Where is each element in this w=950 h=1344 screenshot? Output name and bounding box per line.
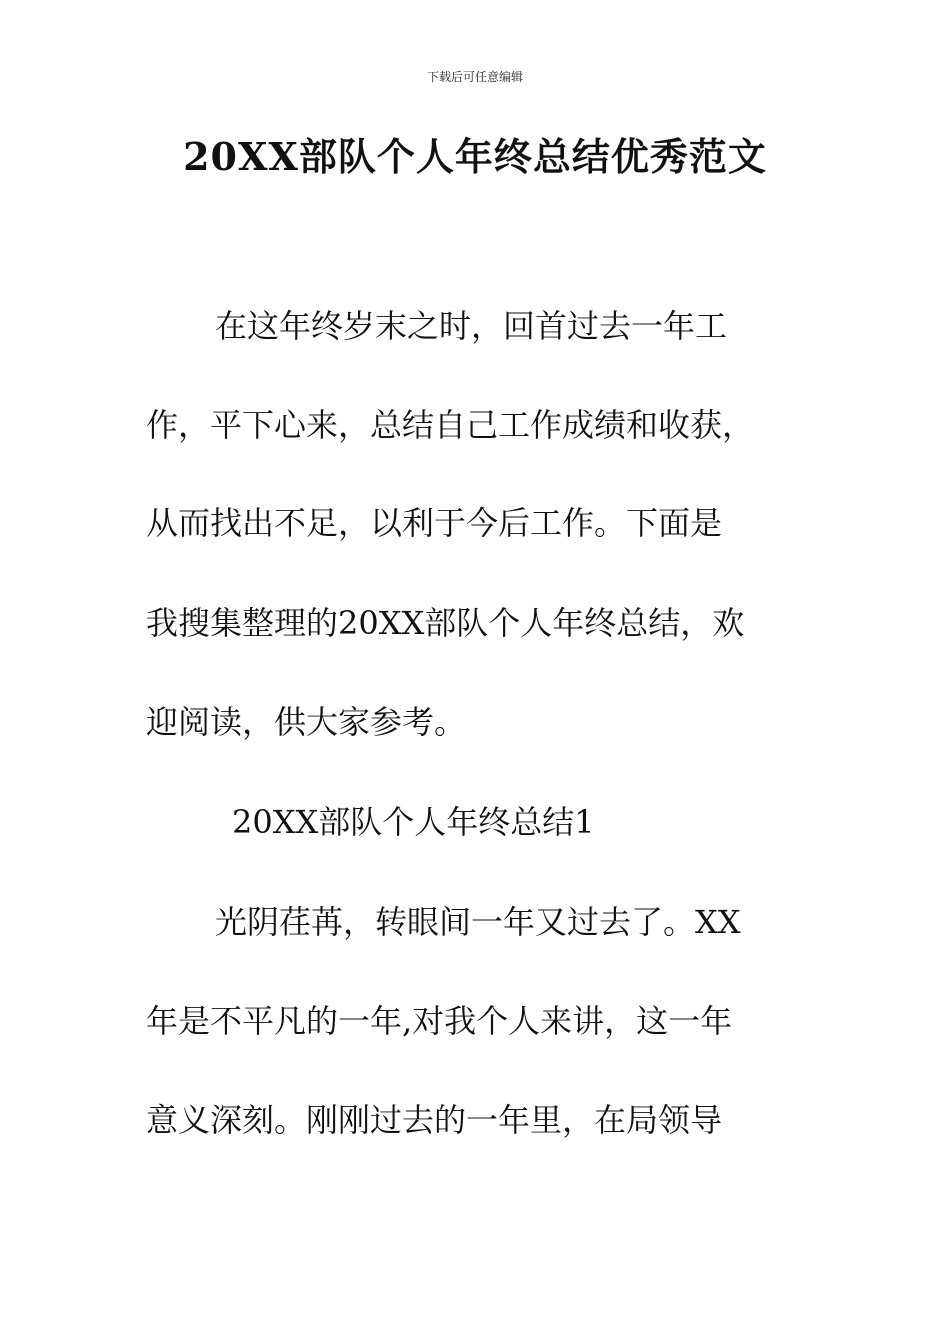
intro-line-5: 迎阅读，供大家参考。	[146, 703, 467, 741]
header-note: 下载后可任意编辑	[426, 70, 523, 84]
intro-line-4: 我搜集整理的20XX部队个人年终总结，欢	[146, 604, 745, 642]
intro-line-2: 作，平下心来，总结自己工作成绩和收获，	[146, 406, 755, 444]
intro-line-1: 在这年终岁末之时，回首过去一年工	[215, 307, 728, 345]
section-heading: 20XX部队个人年终总结1	[232, 803, 595, 841]
body-line-1: 光阴荏苒，转眼间一年又过去了。XX	[215, 903, 741, 941]
body-line-2: 年是不平凡的一年,对我个人来讲，这一年	[146, 1002, 733, 1040]
document-title: 20XX部队个人年终总结优秀范文	[183, 134, 767, 179]
intro-line-3: 从而找出不足，以利于今后工作。下面是	[146, 504, 723, 542]
body-line-3: 意义深刻。刚刚过去的一年里，在局领导	[146, 1101, 723, 1139]
